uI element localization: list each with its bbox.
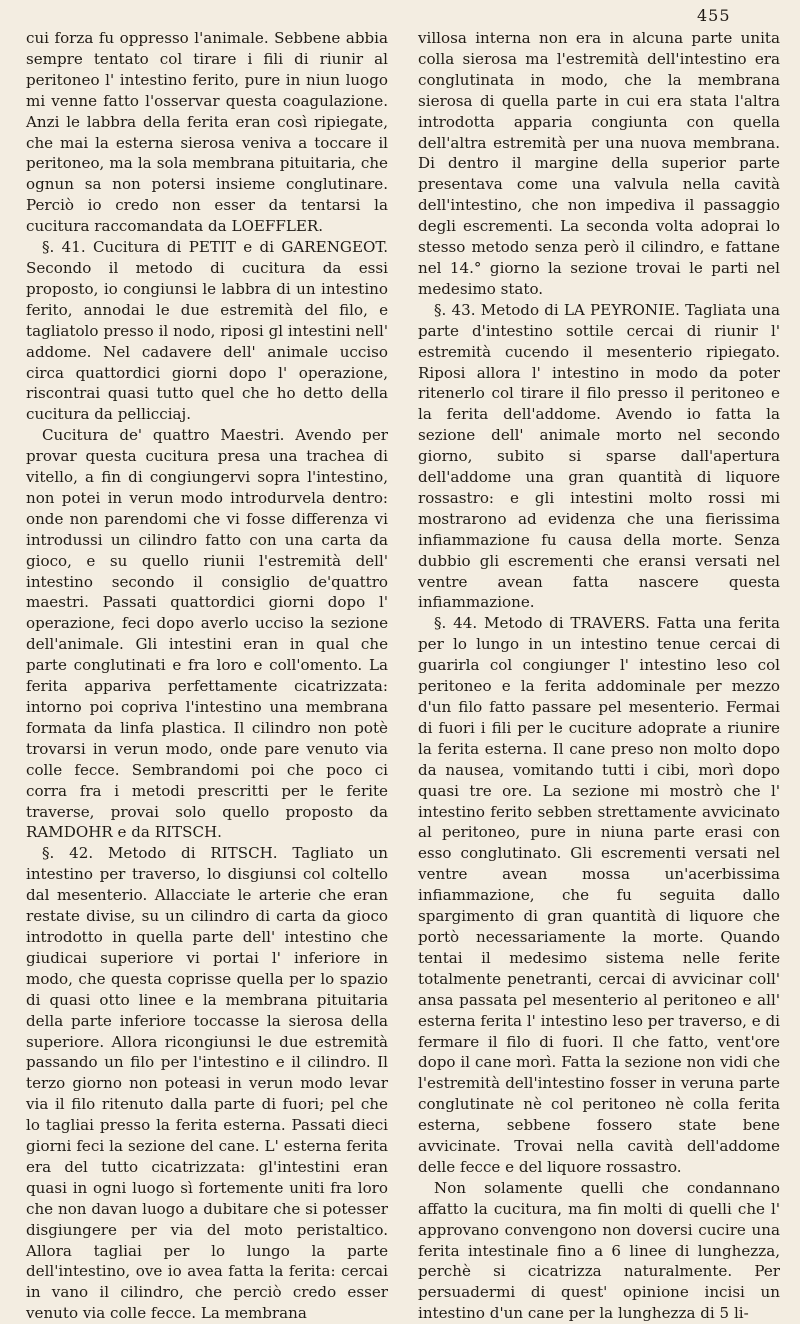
page-number: 455 (697, 6, 731, 25)
paragraph: §. 42. Metodo di RITSCH. Tagliato un intestino per traverso, lo disgiunsi col coltello dal mesenterio. Allacciate le arterie che eran restate divise, su un cilindro di carta da gioco introdotto in quella parte dell' intestino che giudicai superiore vi portai l' inferiore in modo, che questa coprisse quella per lo spazio di quasi otto linee e la membrana pituitaria della parte inferiore toccasse la sierosa della superiore. Allora ricongiunsi le due estremità passando un filo per l'intestino e il cilindro. Il terzo giorno non poteasi in verun modo levar via il filo ritenuto dalla parte di fuori; pel che lo tagliai presso la ferita esterna. Passati dieci giorni feci la sezione del cane. L' esterna ferita era del tutto cicatrizzata: gl'intestini eran quasi in ogni luogo sì fortemente uniti fra loro che non davan luogo a dubitare che si potesser disgiungere per via del moto peristaltico. Allora tagliai per lo lungo la parte dell'intestino, ove io avea fatta la ferita: cercai in vano il cilindro, che perciò credo esser venuto via colle fecce. La membrana (26, 844, 388, 1323)
paragraph: Non solamente quelli che condannano affatto la cucitura, ma fin molti di quelli che l' approvano convengono non doversi cucire una ferita intestinale fino a 6 linee di lunghezza, perchè si cicatrizza naturalmente. Per persuadermi di quest' opinione incisi un intestino d'un cane per la lunghezza di 5 li- (418, 1178, 780, 1323)
paragraph: §. 41. Cucitura di PETIT e di GARENGEOT. Secondo il metodo di cucitura da essi proposto, io congiunsi le labbra di un intestino ferito, annodai le due estremità del filo, e tagliatolo presso il nodo, riposi gl intestini nell' addome. Nel cadavere dell' animale ucciso circa quattordici giorni dopo l' operazione, riscontrai quasi tutto quel che ho detto della cucitura da pellicciaj. (26, 238, 388, 424)
left-text-column (26, 28, 388, 1324)
paragraph: villosa interna non era in alcuna parte unita colla sierosa ma l'estremità dell'intestino era conglutinata in modo, che la membrana sierosa di quella parte in cui era stata l'altra introdotta apparia congiunta con quella dell'altra estremità per una nuova membrana. Di dentro il margine della superior parte presentava come una valvula nella cavità dell'intestino, che non impediva il passaggio degli escrementi. La seconda volta adoprai lo stesso metodo senza però il cilindro, e fattane nel 14.° giorno la sezione trovai le parti nel medesimo stato. (418, 29, 780, 298)
paragraph: cui forza fu oppresso l'animale. Sebbene abbia sempre tentato col tirare i fili di riunir al peritoneo l' intestino ferito, pure in niun luogo mi venne fatto l'osservar questa coagulazione. Anzi le labbra della ferita eran così ripiegate, che mai la esterna sierosa veniva a toccare il peritoneo, ma la sola membrana pituitaria, che ognun sa non potersi insieme conglutinare. Perciò io credo non esser da tentarsi la cucitura raccomandata da LOEFFLER. (26, 29, 388, 236)
paragraph: Cucitura de' quattro Maestri. Avendo per provar questa cucitura presa una trachea di vitello, a fin di congiungervi sopra l'intestino, non potei in verun modo introdurvela dentro: onde non parendomi che vi fosse differenza vi introdussi un cilindro fatto con una carta da gioco, e su quello riunii l'estremità dell' intestino secondo il consiglio de'quattro maestri. Passati quattordici giorni dopo l' operazione, feci dopo averlo ucciso la sezione dell'animale. Gli intestini eran in qual che parte conglutinati e fra loro e coll'omento. La ferita appariva perfettamente cicatrizzata: intorno poi copriva l'intestino una membrana formata da linfa plastica. Il cilindro non potè trovarsi in verun modo, onde pare venuto via colle fecce. Sembrandomi poi che poco ci corra fra i metodi prescritti per le ferite traverse, provai solo quello proposto da RAMDOHR e da RITSCH. (26, 426, 388, 842)
right-text-column (418, 28, 780, 1324)
paragraph: §. 43. Metodo di LA PEYRONIE. Tagliata una parte d'intestino sottile cercai di riunir l' estremità cucendo il mesenterio ripiegato. Riposi allora l' intestino in modo da poter ritenerlo col tirare il filo presso il peritoneo e la ferita dell'addome. Avendo io fatta la sezione dell' animale morto nel secondo giorno, subito si sparse dall'apertura dell'addome una gran quantità di liquore rossastro: e gli intestini molto rossi mi mostrarono ad evidenza che una fierissima infiammazione fu causa della morte. Senza dubbio gli escrementi che eransi versati nel ventre avean fatta nascere questa infiammazione. (418, 300, 780, 612)
paragraph: §. 44. Metodo di TRAVERS. Fatta una ferita per lo lungo in un intestino tenue cercai di guarirla col congiunger l' intestino leso col peritoneo e la ferita addominale per mezzo d'un filo fatto passare pel mesenterio. Fermai di fuori i fili per le cuciture adoprate a riunire la ferita esterna. Il cane preso non molto dopo da nausea, vomitando tutti i cibi, morì dopo quasi tre ore. La sezione mi mostrò che l' intestino ferito sebben strettamente avvicinato al peritoneo, pure in niuna parte erasi con esso conglutinato. Gli escrementi versati nel ventre avean mossa un'acerbissima infiammazione, che fu seguita dallo spargimento di gran quantità di liquore che portò necessariamente la morte. Quando tentai il medesimo sistema nelle ferite totalmente penetranti, cercai di avvicinar coll' ansa passata pel mesenterio al peritoneo e all' esterna ferita l' intestino leso per traverso, e di fermare il filo di fuori. Il che fatto, vent'ore dopo il cane morì. Fatta la sezione non vidi che l'estremità dell'intestino fosser in veruna parte conglutinate nè col peritoneo nè colla ferita esterna, sebbene fossero state bene avvicinate. Trovai nella cavità dell'addome delle fecce e del liquore rossastro. (418, 614, 780, 1176)
